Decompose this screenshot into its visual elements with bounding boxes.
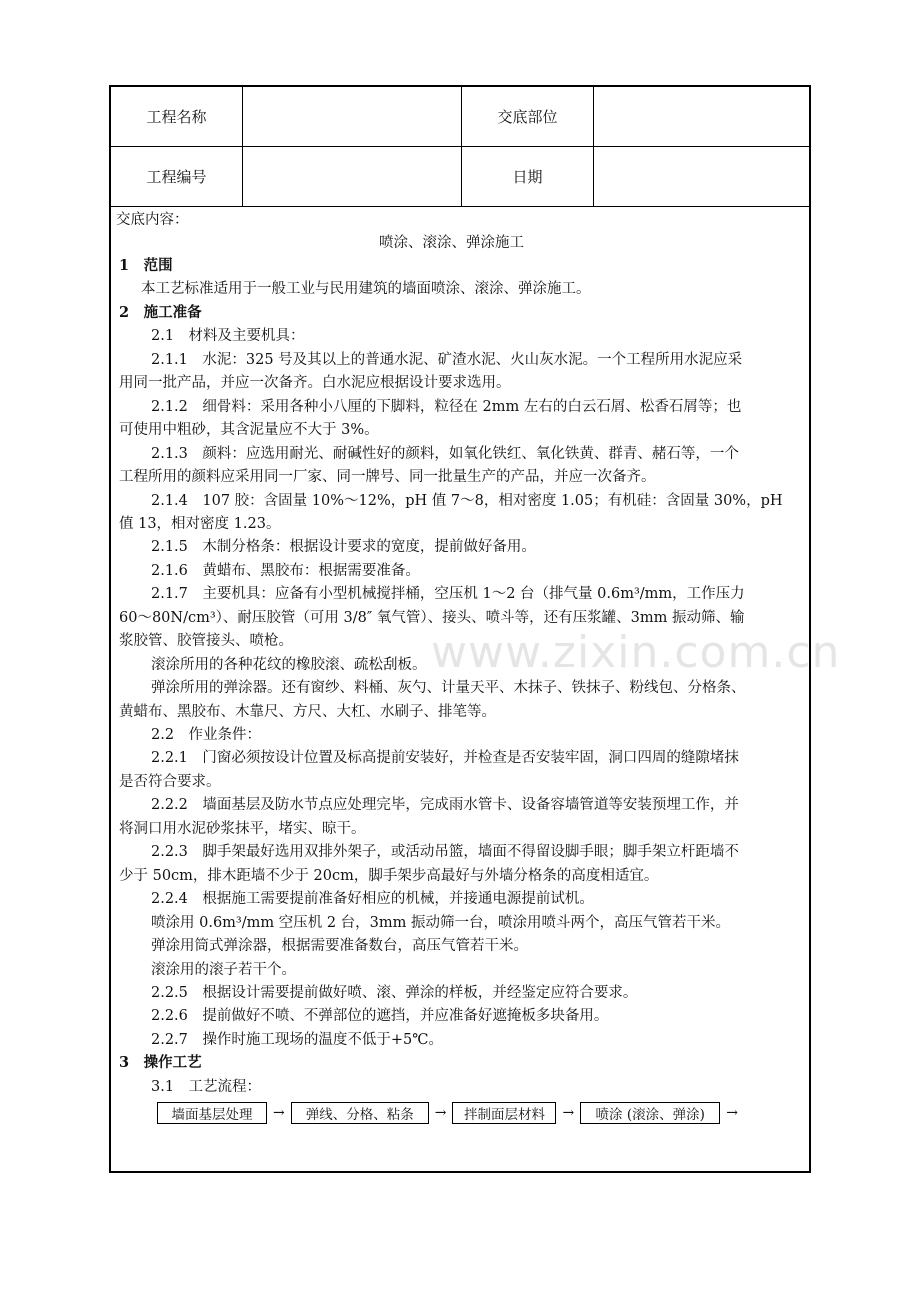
content-line: 滚涂用的滚子若干个。 (151, 961, 296, 978)
content-line: 3.1 工艺流程： (151, 1078, 262, 1095)
document-title: 喷涂、滚涂、弹涂施工 (379, 235, 524, 251)
flow-step-box: 喷涂 (滚涂、弹涂) (580, 1102, 720, 1124)
handover-sheet (109, 85, 841, 1173)
content-line: 2.2.4 根据施工需要提前准备好相应的机械，并接通电源提前试机。 (151, 891, 594, 908)
project-no-value[interactable] (243, 147, 461, 206)
flow-arrow-icon: → (726, 1105, 738, 1122)
content-line: 可使用中粗砂，其含泥量应不大于 3%。 (119, 422, 379, 439)
content-line: 本工艺标准适用于一般工业与民用建筑的墙面喷涂、滚涂、弹涂施工。 (141, 281, 591, 298)
content-intro: 交底内容： (116, 212, 189, 228)
content-line: 2.1 材料及主要机具： (151, 328, 305, 345)
content-line: 60～80N/cm³）、耐压胶管（可用 3/8″ 氧气管）、接头、喷斗等，还有压浆罐、3mm 振动筛、输 (119, 609, 745, 626)
content-line: 2.2.3 脚手架最好选用双排外架子，或活动吊篮，墙面不得留设脚手眼；脚手架立杆距墙不 (151, 844, 739, 861)
content-line: 弹涂所用的弹涂器。还有窗纱、料桶、灰勺、计量天平、木抹子、铁抹子、粉线包、分格条、 (151, 680, 746, 697)
project-name-label: 工程名称 (146, 108, 207, 126)
section-heading: 3 操作工艺 (119, 1054, 202, 1072)
flow-arrow-icon: → (273, 1105, 285, 1122)
date-value[interactable] (594, 147, 809, 206)
content-line: 2.2.1 门窗必须按设计位置及标高提前安装好，并检查是否安装牢固，洞口四周的缝隙堵抹 (151, 750, 739, 767)
content-line: 少于 50cm，排木距墙不少于 20cm，脚手架步高最好与外墙分格条的高度相适宜。 (119, 867, 659, 884)
flow-step-box: 墙面基层处理 (157, 1102, 267, 1124)
process-flow (157, 1102, 744, 1124)
watermark: www.zixin.com.cn (431, 627, 841, 678)
flow-arrow-icon: → (562, 1105, 575, 1122)
content-line: 2.1.2 细骨料：采用各种小八厘的下脚料，粒径在 2mm 左右的白云石屑、松香石屑等；也 (151, 398, 742, 415)
handover-part-value[interactable] (594, 87, 809, 146)
content-line: 2.1.4 107 胶：含固量 10%～12%，pH 值 7～8，相对密度 1.05；有机硅：含固量 30%，pH (151, 492, 783, 509)
flow-step-box: 拌制面层材料 (452, 1102, 556, 1124)
content-line: 2.1.5 木制分格条：根据设计要求的宽度，提前做好备用。 (151, 539, 536, 556)
content-line: 2.2.2 墙面基层及防水节点应处理完毕，完成雨水管卡、设备容墙管道等安装预埋工作，并 (151, 797, 739, 814)
content-line: 是否符合要求。 (119, 773, 221, 790)
content-line: 弹涂用筒式弹涂器，根据需要准备数台，高压气管若干米。 (151, 938, 528, 955)
content-line: 喷涂用 0.6m³/mm 空压机 2 台，3mm 振动筛一台，喷涂用喷斗两个，高压气管若干米。 (151, 914, 730, 931)
content-line: 滚涂所用的各种花纹的橡胶滚、疏松刮板。 (151, 656, 427, 673)
content-line: 2.2.7 操作时施工现场的温度不低于+5℃。 (151, 1031, 443, 1048)
project-no-label: 工程编号 (146, 168, 207, 186)
date-label: 日期 (512, 168, 543, 186)
content-line: 将洞口用水泥砂浆抹平，堵实、晾干。 (119, 820, 366, 837)
content-line: 黄蜡布、黑胶布、木靠尺、方尺、大杠、水刷子、排笔等。 (119, 703, 496, 720)
section-heading: 1 范围 (119, 257, 173, 274)
handover-part-label: 交底部位 (497, 108, 558, 126)
content-line: 2.1.3 颜料：应选用耐光、耐碱性好的颜料，如氧化铁红、氧化铁黄、群青、赭石等，一个 (151, 445, 739, 462)
content-line: 值 13，相对密度 1.23。 (119, 515, 281, 532)
content-line: 2.1.7 主要机具：应备有小型机械搅拌桶，空压机 1～2 台（排气量 0.6m³/mm，工作压力 (151, 586, 745, 603)
flow-arrow-icon: → (434, 1105, 447, 1122)
content-line: 浆胶管、胶管接头、喷枪。 (119, 633, 293, 650)
content-line: 用同一批产品，并应一次备齐。白水泥应根据设计要求选用。 (119, 375, 511, 392)
content-line: 2.2.5 根据设计需要提前做好喷、滚、弹涂的样板，并经鉴定应符合要求。 (151, 984, 638, 1001)
content-line: 工程所用的颜料应采用同一厂家、同一牌号、同一批量生产的产品，并应一次备齐。 (119, 469, 656, 486)
content-line: 2.2.6 提前做好不喷、不弹部位的遮挡，并应准备好遮掩板多块备用。 (151, 1008, 609, 1025)
content-line: 2.1.1 水泥：325 号及其以上的普通水泥、矿渣水泥、火山灰水泥。一个工程所用水泥应采 (151, 351, 743, 368)
content-line: 2.1.6 黄蜡布、黑胶布：根据需要准备。 (151, 562, 420, 579)
section-heading: 2 施工准备 (119, 303, 202, 321)
flow-step-box: 弹线、分格、粘条 (291, 1102, 429, 1124)
content-line: 2.2 作业条件： (151, 727, 262, 743)
project-name-value[interactable] (243, 87, 461, 146)
